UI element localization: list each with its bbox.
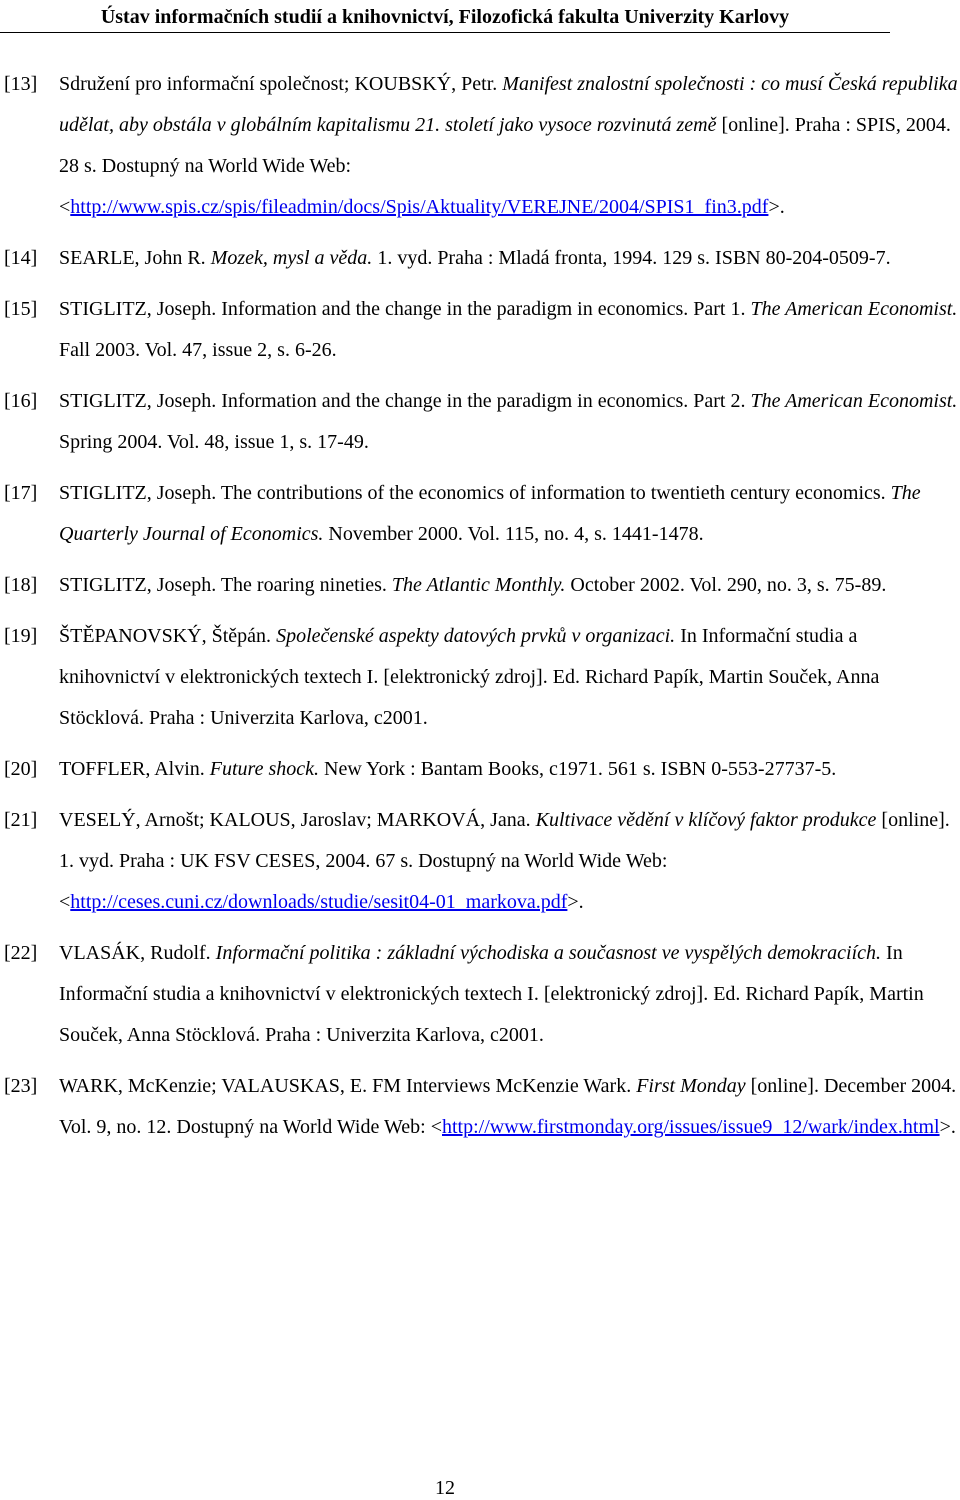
reference-number: [22]	[4, 942, 38, 964]
reference-text: Sdružení pro informační společnost; KOUBSKÝ, Petr. Manifest znalostní společnosti : co musí Česká republika udělat, aby obstála v globálním kapitalismu 21. století jako vysoce rozvinutá země [online]. Praha : SPIS, 2004. 28 s. Dostupný na World Wide Web: <http://www.spis.cz/spis/fileadmin/docs/Spis/Aktuality/VEREJNE/2004/SPIS1_fin3.pdf>.	[59, 73, 958, 218]
reference-15	[0, 289, 960, 371]
header-divider	[0, 32, 890, 33]
reference-number: [23]	[4, 1075, 38, 1097]
reference-text: WARK, McKenzie; VALAUSKAS, E. FM Interviews McKenzie Wark. First Monday [online]. December 2004. Vol. 9, no. 12. Dostupný na World Wide Web: <http://www.firstmonday.org/issues/issue9_12/wark/index.html>.	[59, 1075, 957, 1138]
reference-number: [13]	[4, 73, 38, 95]
reference-link[interactable]: http://www.spis.cz/spis/fileadmin/docs/Spis/Aktuality/VEREJNE/2004/SPIS1_fin3.pdf	[70, 196, 769, 218]
reference-number: [15]	[4, 298, 38, 320]
reference-14	[0, 238, 960, 279]
reference-number: [18]	[4, 574, 38, 596]
reference-text: STIGLITZ, Joseph. The roaring nineties. The Atlantic Monthly. October 2002. Vol. 290, no. 3, s. 75-89.	[59, 574, 887, 596]
reference-number: [14]	[4, 247, 38, 269]
reference-text: VLASÁK, Rudolf. Informační politika : základní východiska a současnost ve vyspělých demokraciích. In Informační studia a knihovnictví v elektronických textech I. [elektronický zdroj]. Ed. Richard Papík, Martin Souček, Anna Stöcklová. Praha : Univerzita Karlova, c2001.	[59, 942, 924, 1046]
reference-number: [17]	[4, 482, 38, 504]
reference-text: VESELÝ, Arnošt; KALOUS, Jaroslav; MARKOVÁ, Jana. Kultivace vědění v klíčový faktor produkce [online]. 1. vyd. Praha : UK FSV CESES, 2004. 67 s. Dostupný na World Wide Web: <http://ceses.cuni.cz/downloads/studie/sesit04-01_markova.pdf>.	[59, 809, 950, 913]
reference-text: STIGLITZ, Joseph. Information and the change in the paradigm in economics. Part 1. The American Economist. Fall 2003. Vol. 47, issue 2, s. 6-26.	[59, 298, 958, 361]
reference-text: SEARLE, John R. Mozek, mysl a věda. 1. vyd. Praha : Mladá fronta, 1994. 129 s. ISBN 80-204-0509-7.	[59, 247, 891, 269]
reference-13	[0, 64, 960, 228]
reference-17	[0, 473, 960, 555]
reference-number: [16]	[4, 390, 38, 412]
reference-link[interactable]: http://ceses.cuni.cz/downloads/studie/sesit04-01_markova.pdf	[70, 891, 568, 913]
reference-22	[0, 933, 960, 1056]
page-number: 12	[435, 1477, 455, 1499]
reference-text: ŠTĚPANOVSKÝ, Štěpán. Společenské aspekty datových prvků v organizaci. In Informační studia a knihovnictví v elektronických textech I. [elektronický zdroj]. Ed. Richard Papík, Martin Souček, Anna Stöcklová. Praha : Univerzita Karlova, c2001.	[59, 625, 880, 729]
page-header: Ústav informačních studií a knihovnictví, Filozofická fakulta Univerzity Karlovy	[100, 6, 790, 28]
reference-number: [20]	[4, 758, 38, 780]
reference-text: STIGLITZ, Joseph. The contributions of the economics of information to twentieth century economics. The Quarterly Journal of Economics. November 2000. Vol. 115, no. 4, s. 1441-1478.	[59, 482, 921, 545]
reference-21	[0, 800, 960, 923]
reference-number: [19]	[4, 625, 38, 647]
reference-list	[0, 64, 960, 1158]
reference-20	[0, 749, 960, 790]
reference-text: STIGLITZ, Joseph. Information and the change in the paradigm in economics. Part 2. The American Economist. Spring 2004. Vol. 48, issue 1, s. 17-49.	[59, 390, 958, 453]
reference-18	[0, 565, 960, 606]
reference-text: TOFFLER, Alvin. Future shock. New York : Bantam Books, c1971. 561 s. ISBN 0-553-27737-5.	[59, 758, 837, 780]
reference-16	[0, 381, 960, 463]
reference-link[interactable]: http://www.firstmonday.org/issues/issue9_12/wark/index.html	[442, 1116, 940, 1138]
reference-23	[0, 1066, 960, 1148]
reference-number: [21]	[4, 809, 38, 831]
reference-19	[0, 616, 960, 739]
